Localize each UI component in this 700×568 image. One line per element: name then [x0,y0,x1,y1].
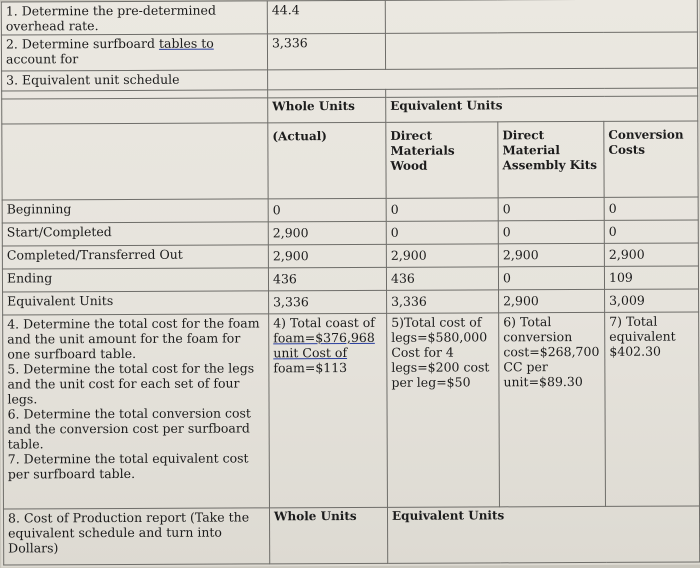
conversion-costs-header: Conversion Costs [604,121,698,197]
wood-eu-value: 436 [386,267,498,290]
conversion-eu-value: 0 [604,220,698,243]
question-6: 6. Determine the total conversion cost and the conversion cost per surfboard table. [7,405,251,452]
row-label: Completed/Transferred Out [2,245,268,269]
answer-4-line: foam=$113 [273,360,348,376]
answer-4 [269,313,388,508]
answer-6-line: CC per [503,359,548,375]
answer-4-line: unit Cost of [273,345,348,361]
answer-4-line: 4) Total coast of [273,314,375,331]
subheader-label-blank [2,123,268,200]
answer-5-line: Cost for 4 [391,344,454,360]
wood-eu-value: 0 [386,198,498,221]
conversion-eu-value: 109 [604,266,698,289]
question-2-answer: 3,336 [267,33,385,70]
questions-answers-row [3,312,700,509]
question-2-text-prefix: 2. Determine surfboard [5,35,159,52]
actual-header: (Actual) [268,122,386,199]
question-4: 4. Determine the total cost for the foam and the unit amount for the foam for one surfboard table. [7,315,260,362]
bottom-whole-units-header: Whole Units [269,507,387,564]
whole-units-value: 436 [268,267,386,291]
row-label: Ending [2,268,268,292]
schedule-row-completed-transferred [2,243,698,269]
question-8: 8. Cost of Production report (Take the equivalent schedule and turn into Dollars) [3,508,269,565]
answer-5 [387,313,500,507]
whole-units-value: 2,900 [268,244,386,268]
answer-5-line: 5)Total cost of [391,314,482,330]
schedule-subheader-row [2,121,698,200]
whole-units-header: Whole Units [268,97,386,123]
schedule-row-beginning [2,197,698,223]
question-2-text-suffix: account for [5,51,79,67]
answer-7-line: equivalent [609,328,676,344]
answer-5-line: per leg=$50 [391,374,471,390]
question-3-label: 3. Equivalent unit schedule [2,70,268,91]
row-label: Beginning [2,199,268,223]
answer-6 [499,312,606,506]
schedule-row-equivalent-units [3,289,699,315]
cost-accounting-table [1,0,700,566]
answer-7-line: $402.30 [609,343,662,359]
answer-6-line: 6) Total [503,314,552,330]
answer-7 [605,312,700,506]
question-1-answer: 44.4 [267,0,385,34]
question-8-row [3,506,699,565]
bottom-equivalent-units-header: Equivalent Units [387,506,699,563]
answer-5-line: legs=$580,000 [391,329,488,345]
schedule-row-start-completed [2,220,698,246]
question-1-row [1,0,697,35]
direct-materials-wood-header: Direct Materials Wood [386,122,498,198]
answer-5-line: legs=$200 cost [391,359,490,375]
question-3-blank [268,68,698,90]
equivalent-units-header: Equivalent Units [386,96,698,122]
header-label-blank [2,98,268,124]
question-1-label: 1. Determine the pre-determined overhead rate. [1,1,267,35]
answer-7-line: 7) Total [609,313,658,329]
answer-4-line: foam=$376,968 [273,329,375,346]
question-2-underlined-text: tables to [158,35,214,51]
answer-6-line: unit=$89.30 [503,373,583,390]
question-2-row [1,32,697,71]
whole-units-value: 0 [268,198,386,222]
row-label: Start/Completed [2,222,268,246]
question-2-label [1,34,267,71]
whole-units-value: 3,336 [269,290,387,314]
kits-eu-value: 0 [498,220,604,243]
whole-units-value: 2,900 [268,221,386,245]
conversion-eu-value: 0 [604,197,698,220]
direct-material-assembly-kits-header: Direct Material Assembly Kits [498,121,604,197]
kits-eu-value: 0 [498,197,604,220]
wood-eu-value: 3,336 [387,290,499,313]
questions-4-to-7 [3,314,270,509]
question-7: 7. Determine the total equivalent cost per surfboard table. [7,450,249,482]
question-2-blank [385,32,697,69]
question-5: 5. Determine the total cost for the legs and the unit cost for each set of four legs. [7,360,255,407]
kits-eu-value: 0 [498,266,604,289]
answer-6-line: conversion [503,329,573,345]
question-1-blank [385,0,697,33]
kits-eu-value: 2,900 [499,289,605,312]
conversion-eu-value: 2,900 [604,243,698,266]
conversion-eu-value: 3,009 [605,289,699,312]
kits-eu-value: 2,900 [498,243,604,266]
wood-eu-value: 2,900 [386,244,498,267]
schedule-row-ending [2,266,698,292]
answer-6-line: cost=$268,700 [503,343,600,360]
wood-eu-value: 0 [386,221,498,244]
row-label: Equivalent Units [3,291,269,315]
schedule-header-row [2,96,698,124]
